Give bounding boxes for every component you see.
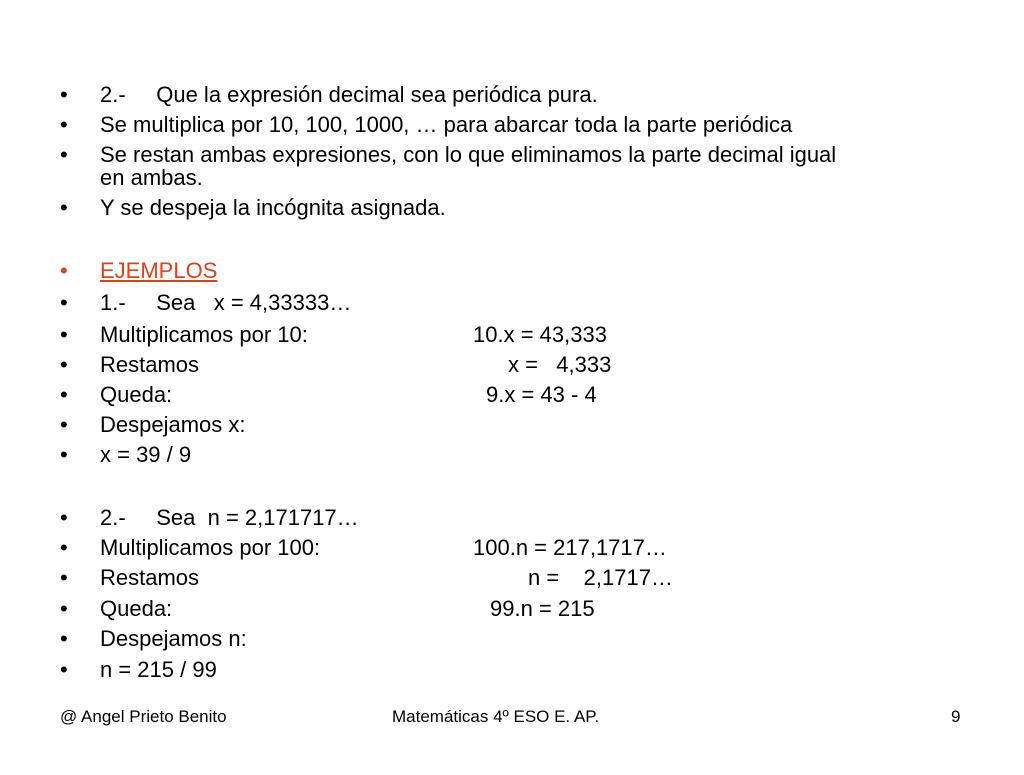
bullet-line xyxy=(0,320,1024,350)
example-1-title: 1.- Sea x = 4,33333… xyxy=(100,290,352,315)
bullet-line xyxy=(0,110,1024,140)
bullet-line xyxy=(0,380,1024,410)
example-2-result: n = 215 / 99 xyxy=(100,657,217,682)
bullet-line xyxy=(0,533,1024,563)
continuation-line xyxy=(0,163,1024,193)
bullet-line xyxy=(0,594,1024,624)
footer-page-number: 9 xyxy=(951,707,961,726)
bullet-dot: • xyxy=(60,565,68,590)
example-2-remain-label: Queda: xyxy=(100,596,173,621)
bullet-dot: • xyxy=(60,142,68,167)
example-2-remain-value: 99.n = 215 xyxy=(490,596,595,621)
bullet-dot: • xyxy=(60,112,68,137)
bullet-line xyxy=(0,80,1024,110)
bullet-line xyxy=(0,410,1024,440)
bullet-line xyxy=(0,193,1024,223)
bullet-dot: • xyxy=(60,412,68,437)
rule-periodic-pure: 2.- Que la expresión decimal sea periódica pura. xyxy=(100,82,598,107)
example-1-subtract-value: x = 4,333 xyxy=(508,352,612,377)
example-2-title: 2.- Sea n = 2,171717… xyxy=(100,505,359,530)
example-1-subtract-label: Restamos xyxy=(100,352,200,377)
bullet-line xyxy=(0,288,1024,318)
bullet-dot: • xyxy=(60,596,68,621)
footer-author: @ Angel Prieto Benito xyxy=(60,707,227,726)
bullet-dot: • xyxy=(60,322,68,347)
bullet-dot: • xyxy=(60,195,68,220)
example-2-multiply-label: Multiplicamos por 100: xyxy=(100,535,321,560)
bullet-dot: • xyxy=(60,535,68,560)
bullet-line xyxy=(0,624,1024,654)
bullet-line xyxy=(0,440,1024,470)
bullet-dot: • xyxy=(60,382,68,407)
example-2-subtract-label: Restamos xyxy=(100,565,200,590)
example-2-subtract-value: n = 2,1717… xyxy=(528,565,673,590)
bullet-dot: • xyxy=(60,657,68,682)
example-1-result: x = 39 / 9 xyxy=(100,442,192,467)
example-1-multiply-value: 10.x = 43,333 xyxy=(473,322,607,347)
footer-course: Matemáticas 4º ESO E. AP. xyxy=(392,707,600,726)
example-1-remain-value: 9.x = 43 - 4 xyxy=(486,382,597,407)
example-1-remain-label: Queda: xyxy=(100,382,173,407)
ejemplos-heading: EJEMPLOS xyxy=(100,258,218,283)
bullet-line xyxy=(0,563,1024,593)
example-1-multiply-label: Multiplicamos por 10: xyxy=(100,322,308,347)
bullet-line xyxy=(0,655,1024,685)
rule-multiply: Se multiplica por 10, 100, 1000, … para abarcar toda la parte periódica xyxy=(100,112,793,137)
bullet-dot: • xyxy=(60,626,68,651)
example-1-solve: Despejamos x: xyxy=(100,412,246,437)
bullet-dot: • xyxy=(60,442,68,467)
example-2-multiply-value: 100.n = 217,1717… xyxy=(473,535,667,560)
rule-subtract-continued: en ambas. xyxy=(100,165,203,190)
bullet-dot: • xyxy=(60,290,68,315)
bullet-line xyxy=(0,256,1024,286)
rule-solve: Y se despeja la incógnita asignada. xyxy=(100,195,446,220)
rule-subtract: Se restan ambas expresiones, con lo que eliminamos la parte decimal igual xyxy=(100,142,837,167)
bullet-dot: • xyxy=(60,352,68,377)
bullet-line xyxy=(0,350,1024,380)
bullet-dot: • xyxy=(60,258,68,283)
bullet-dot: • xyxy=(60,82,68,107)
bullet-line xyxy=(0,503,1024,533)
example-2-solve: Despejamos n: xyxy=(100,626,247,651)
bullet-dot: • xyxy=(60,505,68,530)
